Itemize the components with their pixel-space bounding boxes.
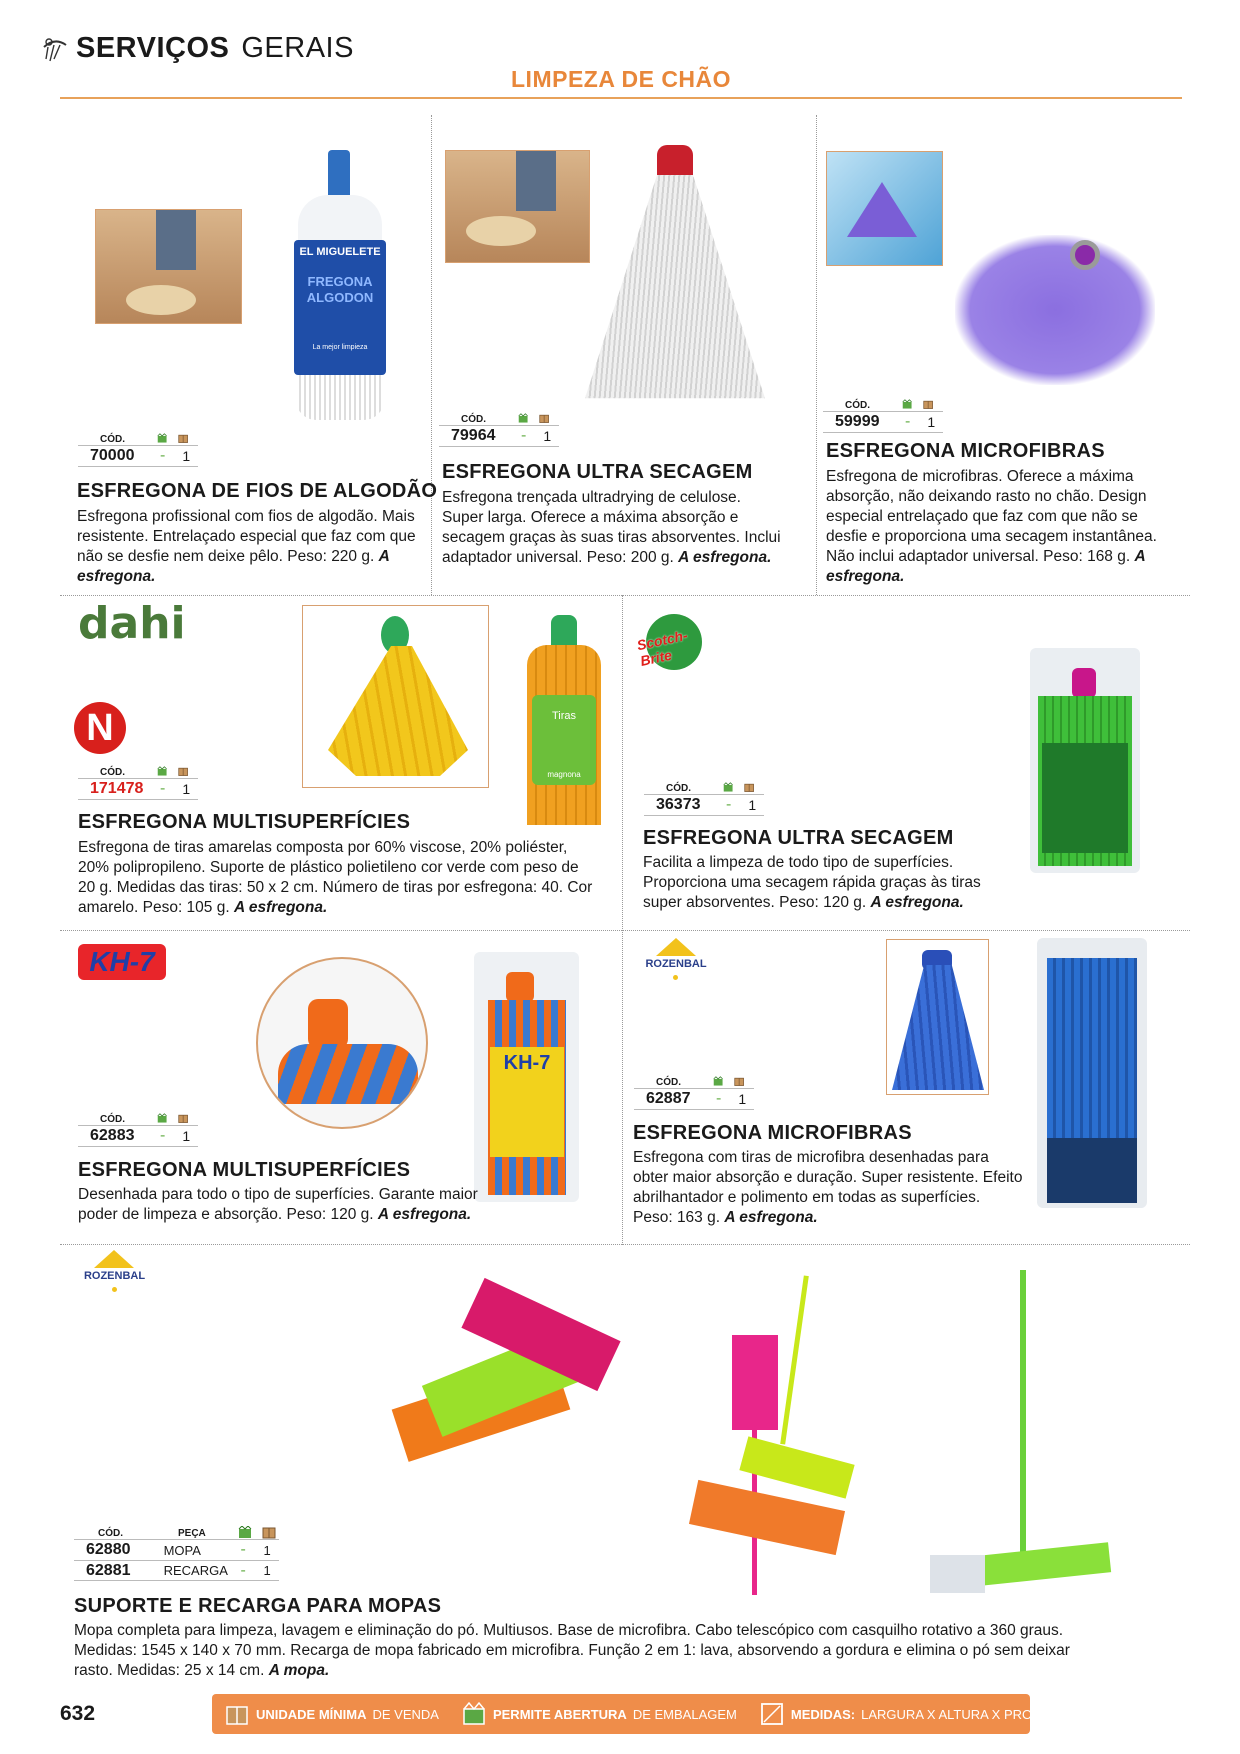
brand-logo: dahi xyxy=(78,598,186,649)
code-table xyxy=(74,1521,279,1581)
page-number: 632 xyxy=(60,1702,96,1725)
box-unit-icon xyxy=(744,781,754,794)
box-unit-icon xyxy=(178,432,188,445)
package-label: FREGONA xyxy=(307,274,373,289)
legend-label: DE EMBALAGEM xyxy=(632,1706,737,1722)
description-text: Mopa completa para limpeza, lavagem e eliminação do pó. Multiusos. Base de microfibra. Cabo telescópico com casquilho rotativo a 360 graus. Medidas: 1545 x 140 x 70 mm. Recarga de mopa fabricado em microfibra. Função 2 em 1: lava, absorvendo a gordura e elimina o pó sem deixar rasto. Medidas: 25 x 14 cm. xyxy=(74,1622,1070,1679)
box-unit-icon xyxy=(539,412,549,425)
header-brand xyxy=(40,28,354,68)
min-qty: 1 xyxy=(263,1542,271,1558)
brand-logo-text: Scotch-Brite xyxy=(635,626,689,669)
product-image xyxy=(290,150,390,420)
description-text: Esfregona de microfibras. Oferece a máxima absorção, não deixando rasto no chão. Design especial entrelaçado que faz com que não se desfie e proporciona uma secagem instantânea. Não inclui adaptador universal. Peso: 168 g. xyxy=(826,468,1157,565)
product-image xyxy=(672,1275,852,1595)
open-pack-icon xyxy=(518,412,528,425)
min-qty: 1 xyxy=(543,428,552,444)
package-label: La mejor limpieza xyxy=(312,344,368,351)
divider xyxy=(60,1244,1190,1245)
measure-icon xyxy=(759,1701,785,1727)
brand-light: GERAIS xyxy=(241,31,354,64)
package-label: ALGODON xyxy=(306,290,374,305)
code-label: CÓD. xyxy=(98,1528,123,1539)
box-unit-icon xyxy=(178,765,188,778)
description-text: Desenhada para todo o tipo de superfícies. Garante maior poder de limpeza e absorção. Peso: 120 g. xyxy=(78,1186,478,1223)
box-unit-icon xyxy=(734,1075,744,1088)
product-code: 70000 xyxy=(90,447,135,464)
separator: - xyxy=(904,413,911,430)
box-unit-icon xyxy=(224,1701,250,1727)
product-code: 171478 xyxy=(90,780,144,797)
product-title: ESFREGONA ULTRA SECAGEM xyxy=(442,461,753,483)
divider xyxy=(622,595,623,1245)
code-table xyxy=(78,760,198,800)
box-unit-icon xyxy=(923,398,933,411)
code-table xyxy=(439,407,559,447)
product-description xyxy=(442,488,782,568)
divider xyxy=(60,930,1190,931)
open-pack-icon xyxy=(157,765,167,778)
separator: - xyxy=(715,1090,722,1107)
package-label: magnona xyxy=(547,770,581,779)
min-qty: 1 xyxy=(182,1128,191,1144)
legend-label: PERMITE ABERTURA xyxy=(492,1706,627,1722)
box-unit-icon xyxy=(178,1112,188,1125)
legend-bar xyxy=(212,1694,1108,1734)
product-image xyxy=(955,235,1155,385)
code-label: CÓD. xyxy=(461,414,486,425)
brand-logo: KH-7 xyxy=(78,944,166,980)
brand-logo-text: ROZENBAL xyxy=(645,958,707,970)
description-text: Esfregona profissional com fios de algodão. Mais resistente. Entrelaçado especial que faz com que não se desfie nem deixe pêlo. Peso: 220 g. xyxy=(77,508,416,565)
legend-label: LARGURA X ALTURA X PROFUNDIDADE xyxy=(861,1706,1108,1722)
description-text: Esfregona trençada ultradrying de celulose. Super larga. Oferece a máxima absorção e secagem graças às suas tiras absorventes. Inclui adaptador universal. Peso: 200 g. xyxy=(442,489,781,566)
open-pack-icon xyxy=(461,1701,487,1727)
product-image xyxy=(585,145,765,410)
product-photo xyxy=(256,957,428,1129)
product-description xyxy=(643,853,1003,913)
product-code: 62881 xyxy=(86,1561,131,1579)
product-title: ESFREGONA DE FIOS DE ALGODÃO xyxy=(77,480,438,502)
product-title: SUPORTE E RECARGA PARA MOPAS xyxy=(74,1595,442,1617)
product-title: ESFREGONA MICROFIBRAS xyxy=(826,440,1105,462)
product-description xyxy=(74,1621,1094,1681)
min-qty: 1 xyxy=(263,1563,271,1578)
table-row xyxy=(74,1560,279,1581)
min-qty: 1 xyxy=(738,1091,747,1107)
open-pack-icon xyxy=(713,1075,723,1088)
product-photo xyxy=(886,939,989,1095)
product-title: ESFREGONA ULTRA SECAGEM xyxy=(643,827,954,849)
product-description xyxy=(826,467,1176,587)
separator: - xyxy=(725,796,732,813)
product-code: 79964 xyxy=(451,427,496,444)
product-title: ESFREGONA MULTISUPERFÍCIES xyxy=(78,811,411,833)
legend-label: UNIDADE MÍNIMA xyxy=(256,1706,367,1722)
separator: - xyxy=(159,1127,166,1144)
product-image xyxy=(527,615,601,825)
package-label: EL MIGUELETE xyxy=(299,246,381,258)
description-tail: A mopa. xyxy=(268,1662,330,1679)
description-tail: A esfregona. xyxy=(826,548,1146,585)
cleaning-service-icon xyxy=(40,33,70,63)
separator: - xyxy=(159,447,166,464)
min-qty: 1 xyxy=(182,781,191,797)
package-label: KH-7 xyxy=(503,1052,551,1074)
code-label: CÓD. xyxy=(845,400,870,411)
code-label: CÓD. xyxy=(656,1077,681,1088)
separator: - xyxy=(520,427,527,444)
package-label: Tiras xyxy=(551,710,577,722)
product-image xyxy=(930,1270,1120,1600)
section-title: LIMPEZA DE CHÃO xyxy=(511,66,732,92)
code-table xyxy=(78,1107,198,1147)
product-code: 59999 xyxy=(835,413,880,430)
min-qty: 1 xyxy=(748,797,757,813)
description-text: Facilita a limpeza de todo tipo de superfícies. Proporciona uma secagem rápida graças às tiras super absorventes. Peso: 120 g. xyxy=(643,854,981,911)
piece-name: RECARGA xyxy=(163,1563,228,1578)
open-pack-icon xyxy=(902,398,912,411)
brand-logo xyxy=(636,938,716,988)
open-pack-icon xyxy=(238,1526,252,1539)
legend-label: MEDIDAS: xyxy=(790,1706,856,1722)
product-code: 62883 xyxy=(90,1127,135,1144)
product-description xyxy=(78,838,598,918)
legend-label: DE VENDA xyxy=(372,1706,439,1722)
product-image xyxy=(474,952,579,1202)
product-image xyxy=(1030,648,1140,873)
divider xyxy=(60,595,1190,596)
product-description xyxy=(77,507,422,587)
description-tail: A esfregona. xyxy=(377,1206,472,1223)
description-tail: A esfregona. xyxy=(870,894,964,911)
description-tail: A esfregona. xyxy=(724,1209,818,1226)
product-photo xyxy=(445,150,590,263)
code-table xyxy=(634,1070,754,1110)
header-rule xyxy=(60,97,1182,99)
product-description xyxy=(633,1148,1023,1228)
open-pack-icon xyxy=(723,781,733,794)
table-row xyxy=(74,1539,279,1560)
box-unit-icon xyxy=(262,1526,276,1539)
legend-measures xyxy=(759,1701,1108,1727)
code-table xyxy=(823,393,943,433)
separator: - xyxy=(240,1561,246,1579)
product-code: 62887 xyxy=(646,1090,691,1107)
divider xyxy=(816,115,817,595)
legend-min-unit xyxy=(224,1701,439,1727)
product-image xyxy=(396,1282,616,1457)
description-tail: A esfregona. xyxy=(233,899,328,916)
description-tail: A esfregona. xyxy=(678,549,772,566)
separator: - xyxy=(159,780,166,797)
code-table xyxy=(644,776,764,816)
code-label: CÓD. xyxy=(100,767,125,778)
new-badge: N xyxy=(74,702,126,754)
product-title: ESFREGONA MICROFIBRAS xyxy=(633,1122,912,1144)
brand-logo xyxy=(635,610,708,672)
divider xyxy=(431,115,432,595)
product-description xyxy=(78,1185,498,1225)
code-table xyxy=(78,427,198,467)
piece-name: MOPA xyxy=(163,1542,201,1558)
product-photo xyxy=(302,605,489,788)
piece-label: PEÇA xyxy=(178,1528,206,1539)
brand-logo-text: ROZENBAL xyxy=(83,1270,146,1282)
brand-bold: SERVIÇOS xyxy=(76,31,230,64)
description-text: Esfregona de tiras amarelas composta por 60% viscose, 20% poliéster, 20% polipropileno. Suporte de plástico polietileno cor verde com peso de 20 g. Medidas das tiras: 50 x 2 cm. Número de tiras por esfregona: 40. Cor amarelo. Peso: 105 g. xyxy=(78,839,593,916)
description-text: Esfregona com tiras de microfibra desenhadas para obter maior absorção e duração. Super resistente. Efeito abrilhantador e polimento em todas as superfícies. Peso: 163 g. xyxy=(633,1149,1023,1226)
code-label: CÓD. xyxy=(100,1114,125,1125)
product-code: 62880 xyxy=(86,1541,131,1558)
open-pack-icon xyxy=(157,1112,167,1125)
product-image xyxy=(1037,938,1147,1208)
product-photo xyxy=(95,209,242,324)
brand-logo xyxy=(72,1250,157,1300)
open-pack-icon xyxy=(157,432,167,445)
code-label: CÓD. xyxy=(666,783,691,794)
min-qty: 1 xyxy=(927,414,936,430)
description-tail: A esfregona. xyxy=(77,548,390,585)
product-photo xyxy=(826,151,943,266)
legend-open-pack xyxy=(461,1701,737,1727)
product-code: 36373 xyxy=(656,796,701,813)
min-qty: 1 xyxy=(182,448,191,464)
code-label: CÓD. xyxy=(100,434,125,445)
separator: - xyxy=(240,1541,246,1558)
product-title: ESFREGONA MULTISUPERFÍCIES xyxy=(78,1159,411,1181)
